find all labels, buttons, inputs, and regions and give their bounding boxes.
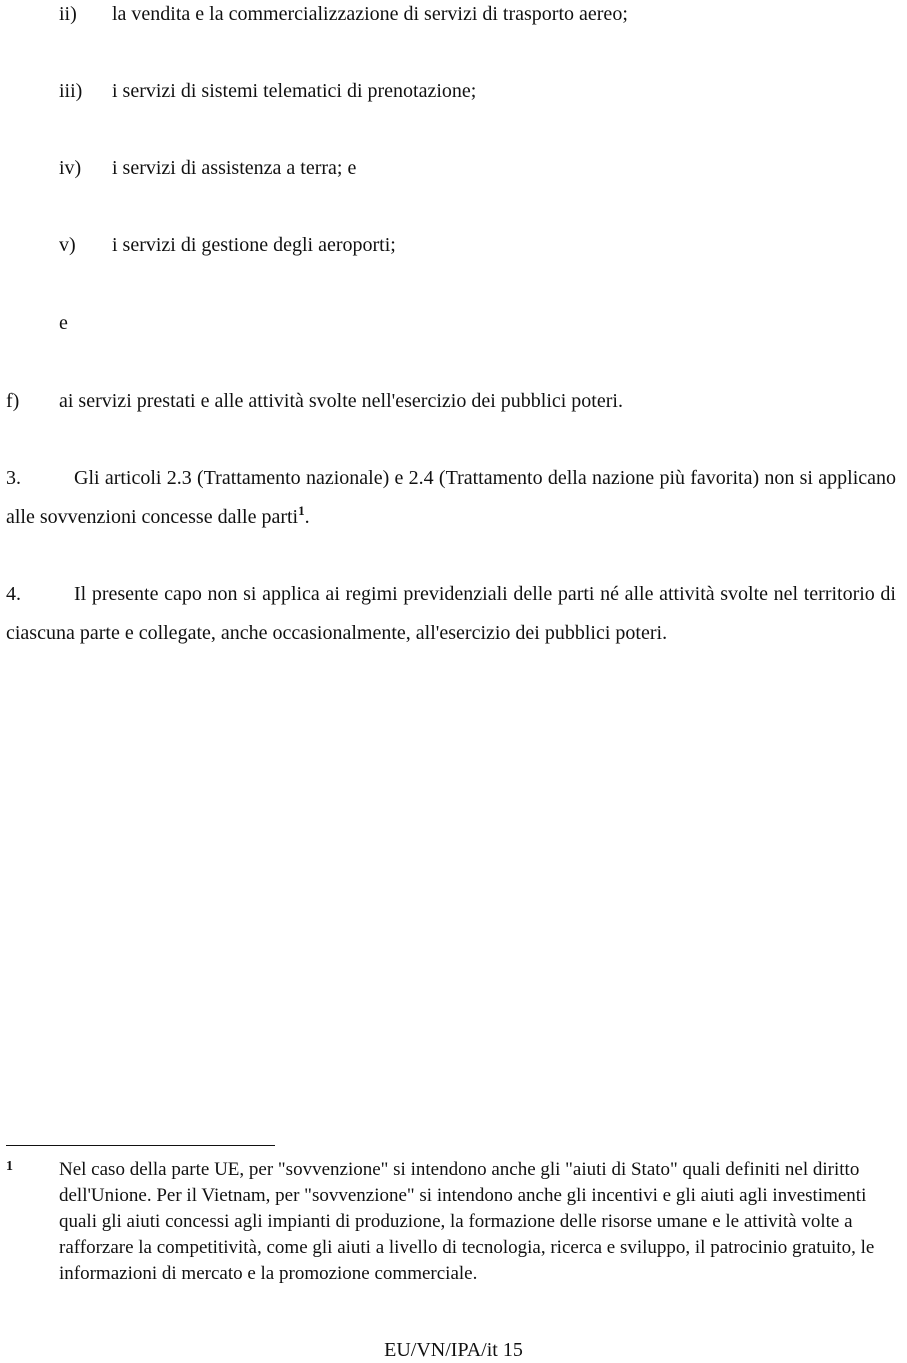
paragraph-3-text: Gli articoli 2.3 (Trattamento nazionale) e 2.4 (Trattamento della nazione più favorita) non si applicano alle sovvenzioni concesse dalle parti [6, 467, 896, 528]
list-item-number-iii: iii) [59, 80, 83, 102]
connector-word: e [59, 312, 68, 334]
paragraph-3 [6, 459, 896, 537]
footnote-reference[interactable]: 1 [298, 503, 305, 518]
list-item-number-v: v) [59, 234, 76, 256]
list-item-number-ii: ii) [59, 3, 77, 25]
footnote-separator [6, 1145, 275, 1146]
paragraph-3-number: 3. [6, 467, 21, 489]
paragraph-4-text: Il presente capo non si applica ai regimi previdenziali delle parti né alle attività svolte nel territorio di ciascuna parte e collegate, anche occasionalmente, all'esercizio dei pubblici poteri. [6, 583, 896, 644]
list-item-text-iii: i servizi di sistemi telematici di prenotazione; [112, 80, 477, 102]
footnote-text: Nel caso della parte UE, per "sovvenzione" si intendono anche gli "aiuti di Stato" quali definiti nel diritto dell'Unione. Per il Vietnam, per "sovvenzione" si intendono anche gli incentivi e gli aiuti agli investimenti quali gli aiuti concessi agli impianti di produzione, la formazione delle risorse umane e le attività volte a rafforzare la competitività, come gli aiuti a livello di tecnologia, ricerca e sviluppo, il patrocinio gratuito, le informazioni di mercato e la promozione commerciale. [59, 1159, 875, 1284]
paragraph-4-number: 4. [6, 583, 21, 605]
item-f-number: f) [6, 390, 20, 412]
footnote-number: 1 [6, 1159, 13, 1174]
page-footer: EU/VN/IPA/it 15 [384, 1339, 523, 1361]
list-item-number-iv: iv) [59, 157, 82, 179]
list-item-text-v: i servizi di gestione degli aeroporti; [112, 234, 396, 256]
item-f-text: ai servizi prestati e alle attività svolte nell'esercizio dei pubblici poteri. [59, 390, 623, 412]
list-item-text-iv: i servizi di assistenza a terra; e [112, 157, 357, 179]
paragraph-4 [6, 575, 896, 653]
paragraph-3-end: . [304, 506, 310, 528]
list-item-text-ii: la vendita e la commercializzazione di servizi di trasporto aereo; [112, 3, 628, 25]
